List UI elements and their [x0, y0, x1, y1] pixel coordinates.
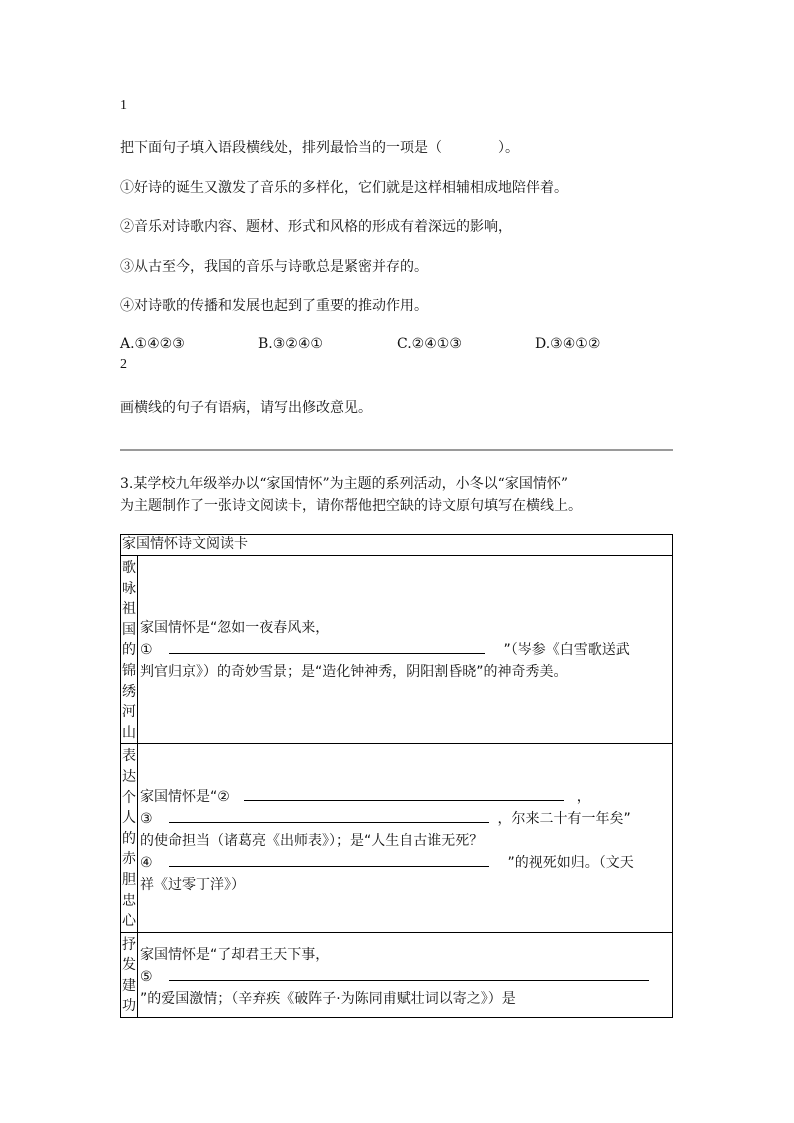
row-2-content: [138, 744, 673, 932]
row-2-line-1: 家国情怀是“② ，: [140, 786, 591, 808]
sentence-1: ①好诗的诞生又激发了音乐的多样化，它们就是这样相辅相成地陪伴着。: [120, 180, 568, 196]
option-b[interactable]: B.③②④①: [258, 336, 323, 352]
answer-blank-3[interactable]: [169, 808, 489, 823]
answer-blank-5[interactable]: [169, 966, 649, 981]
sentence-2: ②音乐对诗歌内容、题材、形式和风格的形成有着深远的影响，: [120, 219, 512, 235]
option-a[interactable]: A.①④②③: [120, 336, 185, 352]
answer-blank-2[interactable]: [244, 786, 564, 801]
row-1-line-3: 判官归京》）的奇妙雪景；是“造化钟神秀，阴阳割昏晓”的神奇秀美。: [140, 664, 568, 680]
row-1-line-2: ① ”（岑参《白雪歌送武: [140, 639, 630, 661]
sentence-3: ③从古至今，我国的音乐与诗歌总是紧密并存的。: [120, 259, 428, 275]
answer-blank-4[interactable]: [169, 852, 489, 867]
question-1-prompt: 把下面句子填入语段横线处，排列最恰当的一项是（ ）。: [120, 140, 519, 156]
row-1-content: [138, 556, 673, 744]
row-3-line-1: 家国情怀是“了却君王天下事，: [140, 946, 330, 963]
question-3-intro-line-2: 为主题制作了一张诗文阅读卡，请你帮他把空缺的诗文原句填写在横线上。: [120, 498, 582, 514]
row-2-line-5: 祥《过零丁洋》）: [140, 877, 245, 894]
card-title: 家国情怀诗文阅读卡: [121, 535, 673, 556]
question-2-number: 2: [120, 357, 127, 372]
poetry-reading-card: [120, 534, 673, 1018]
option-d[interactable]: D.③④①②: [535, 336, 601, 352]
sentence-4: ④对诗歌的传播和发展也起到了重要的推动作用。: [120, 298, 428, 314]
row-2-line-2: ③ ，尔来二十有一年矣”: [140, 808, 631, 830]
row-2-line-4: ④ ”的视死如归。（文天: [140, 852, 634, 874]
section-divider: [120, 449, 673, 451]
row-3-line-2: ⑤: [140, 966, 649, 988]
option-c[interactable]: C.②④①③: [397, 336, 462, 352]
row-1-heading: 歌 咏 祖 国 的 锦 绣 河 山: [121, 556, 138, 744]
row-2-heading: 表 达 个 人 的 赤 胆 忠 心: [121, 744, 138, 932]
question-1-number: 1: [120, 98, 127, 113]
question-3-intro-line-1: 3.某学校九年级举办以“家国情怀”为主题的系列活动，小冬以“家国情怀”: [120, 476, 568, 492]
question-2-prompt: 画横线的句子有语病，请写出修改意见。: [120, 400, 372, 416]
row-1-line-1: 家国情怀是“忽如一夜春风来，: [140, 620, 330, 636]
row-2-line-3: 的使命担当（诸葛亮《出师表》）；是“人生自古谁无死？: [140, 833, 484, 850]
row-3-content: [138, 932, 673, 1017]
answer-blank-1[interactable]: [169, 639, 485, 654]
row-3-heading: 抒 发 建 功: [121, 932, 138, 1017]
row-3-line-3: ”的爱国激情；（辛弃疾《破阵子·为陈同甫赋壮词以寄之》）是: [140, 990, 516, 1007]
